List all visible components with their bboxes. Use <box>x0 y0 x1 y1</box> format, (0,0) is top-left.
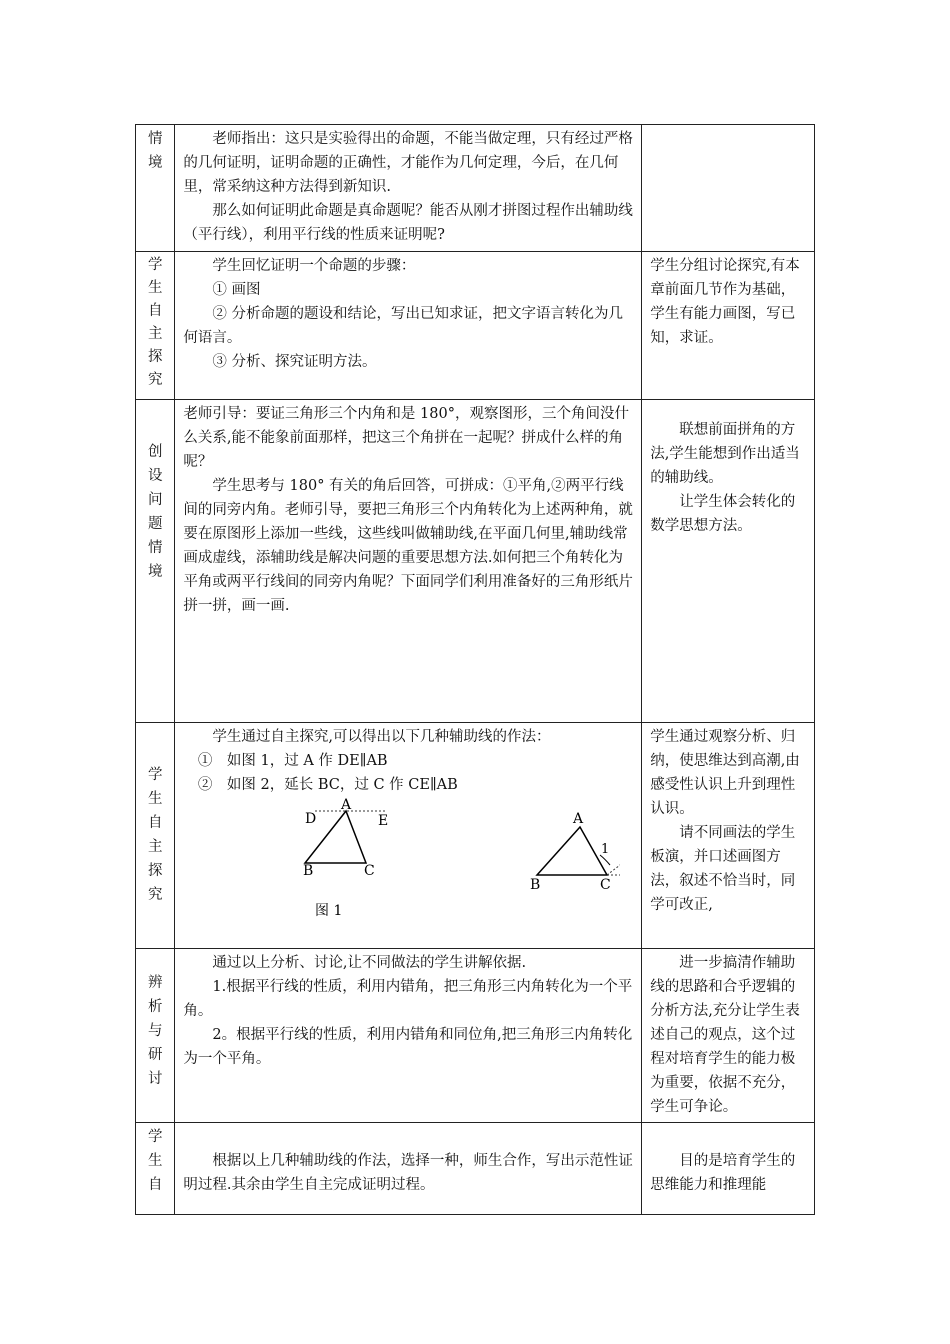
label-char: 主 <box>147 839 163 855</box>
row-label <box>136 400 175 723</box>
row-note <box>642 400 815 723</box>
label-char: 学 <box>147 1129 163 1145</box>
note-paragraph: 联想前面拼角的方法,学生能想到作出适当的辅助线。 <box>650 422 800 486</box>
label-char: 学 <box>147 257 163 273</box>
point-label: E <box>378 813 389 829</box>
paragraph: 学生思考与 180° 有关的角后回答，可拼成：①平角,②两平行线间的同旁内角。老师引导，要把三角形三个内角转化为上述两种角，就要在原图形上添加一些线，这些线叫做辅助线,在平面几何里,辅助线常画成虚线，添辅助线是解决问题的重要思想方法.如何把三个角转化为平角或两平行线间的同旁内角呢？下面同学们利用准备好的三角形纸片拼一拼，画一画. <box>183 478 633 614</box>
step-item: ② 分析命题的题设和结论，写出已知求证，把文字语言转化为几何语言。 <box>183 306 624 346</box>
point-label: B <box>303 863 314 879</box>
label-char: 生 <box>147 280 163 296</box>
row-note <box>642 252 815 400</box>
step-item: ② 如图 2，延长 BC，过 C 作 CE∥AB <box>197 777 458 793</box>
figures-area <box>183 797 633 917</box>
label-char: 自 <box>147 815 163 831</box>
paragraph: 老师引导：要证三角形三个内角和是 180°，观察图形，三个角间没什么关系,能不能象前面那样，把这三个角拼在一起呢？拼成什么样的角呢？ <box>183 406 629 470</box>
figure-caption: 图 1 <box>315 903 343 917</box>
paragraph: 学生回忆证明一个命题的步骤： <box>212 258 416 274</box>
row-content <box>175 400 642 723</box>
label-char: 情 <box>147 540 163 556</box>
label-char: 境 <box>147 155 163 171</box>
table-row <box>136 125 815 252</box>
row-label <box>136 125 175 252</box>
triangle-figures <box>175 797 620 917</box>
label-char: 情 <box>147 131 163 147</box>
note-paragraph: 学生分组讨论探究,有本章前面几节作为基础，学生有能力画图，写已知，求证。 <box>650 258 800 346</box>
point-label: C <box>364 863 376 879</box>
row-label <box>136 723 175 949</box>
label-char: 问 <box>147 492 163 508</box>
paragraph: 那么如何证明此命题是真命题呢？能否从刚才拼图过程作出辅助线（平行线），利用平行线的性质来证明呢? <box>183 203 633 243</box>
point-label: C <box>600 877 612 893</box>
label-char: 与 <box>147 1023 163 1039</box>
label-char: 讨 <box>147 1071 163 1087</box>
label-char: 创 <box>147 444 163 460</box>
table-row <box>136 949 815 1123</box>
label-char: 题 <box>147 516 163 532</box>
point-label: A <box>573 811 584 827</box>
row-content <box>175 723 642 949</box>
lesson-table <box>135 124 815 1215</box>
note-paragraph: 请不同画法的学生板演，并口述画图方法，叙述不恰当时，同学可改正, <box>650 825 796 913</box>
step-item: 2。根据平行线的性质，利用内错角和同位角,把三角形三内角转化为一个平角。 <box>183 1027 633 1067</box>
point-label: D <box>305 811 317 827</box>
row-content <box>175 125 642 252</box>
label-char: 学 <box>147 767 163 783</box>
figure-1 <box>303 797 388 917</box>
step-item: ① 如图 1，过 A 作 DE∥AB <box>197 753 388 769</box>
point-label: B <box>530 877 541 893</box>
figure-2 <box>530 811 620 893</box>
label-char: 析 <box>147 999 163 1015</box>
paragraph: 根据以上几种辅助线的作法，选择一种，师生合作，写出示范性证明过程.其余由学生自主完成证明过程。 <box>183 1153 633 1193</box>
point-label: A <box>341 797 352 813</box>
label-char: 主 <box>147 326 163 342</box>
row-label <box>136 252 175 400</box>
label-char: 生 <box>147 1153 163 1169</box>
note-paragraph: 学生通过观察分析、归纳，使思维达到高潮,由感受性认识上升到理性认识。 <box>650 729 800 817</box>
row-note <box>642 1123 815 1215</box>
label-char: 探 <box>147 349 163 365</box>
paragraph: 学生通过自主探究,可以得出以下几种辅助线的作法： <box>212 729 551 745</box>
row-note <box>642 125 815 252</box>
step-item: ③ 分析、探究证明方法。 <box>212 354 377 370</box>
label-char: 究 <box>147 372 163 388</box>
label-char: 自 <box>147 303 163 319</box>
note-paragraph: 目的是培育学生的思维能力和推理能 <box>650 1153 796 1193</box>
table-row <box>136 1123 815 1215</box>
table-row <box>136 400 815 723</box>
table-row <box>136 252 815 400</box>
label-char: 究 <box>147 887 163 903</box>
label-char: 生 <box>147 791 163 807</box>
step-item: 1.根据平行线的性质，利用内错角，把三角形三内角转化为一个平角。 <box>183 979 633 1019</box>
row-content <box>175 1123 642 1215</box>
row-label <box>136 949 175 1123</box>
label-char: 研 <box>147 1047 163 1063</box>
row-label <box>136 1123 175 1215</box>
label-char: 设 <box>147 468 163 484</box>
label-char: 辨 <box>147 975 163 991</box>
paragraph: 老师指出：这只是实验得出的命题，不能当做定理，只有经过严格的几何证明，证明命题的正确性，才能作为几何定理，今后，在几何里，常采纳这种方法得到新知识. <box>183 131 633 195</box>
note-paragraph: 让学生体会转化的数学思想方法。 <box>650 494 796 534</box>
paragraph: 通过以上分析、讨论,让不同做法的学生讲解依据. <box>212 955 527 971</box>
row-note <box>642 723 815 949</box>
note-paragraph: 进一步搞清作辅助线的思路和合乎逻辑的分析方法,充分让学生表述自己的观点，这个过程对培育学生的能力极为重要，依据不充分，学生可争论。 <box>650 955 800 1115</box>
row-note <box>642 949 815 1123</box>
table-row <box>136 723 815 949</box>
label-char: 境 <box>147 564 163 580</box>
row-content <box>175 252 642 400</box>
label-char: 自 <box>147 1177 163 1193</box>
step-item: ① 画图 <box>212 282 261 298</box>
row-content <box>175 949 642 1123</box>
angle-label: 1 <box>601 842 610 857</box>
label-char: 探 <box>147 863 163 879</box>
